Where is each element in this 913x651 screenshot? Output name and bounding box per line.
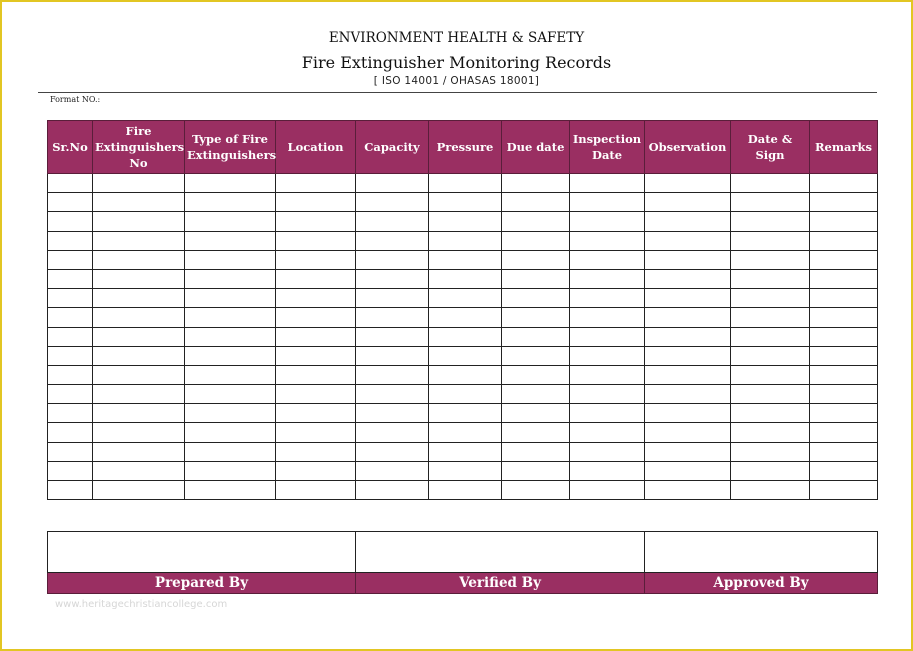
table-cell[interactable] — [185, 327, 276, 346]
table-cell[interactable] — [731, 193, 810, 212]
header-divider — [38, 92, 877, 93]
table-cell[interactable] — [502, 174, 570, 193]
table-cell[interactable] — [356, 174, 429, 193]
table-cell[interactable] — [356, 404, 429, 423]
table-cell[interactable] — [276, 365, 356, 384]
table-cell[interactable] — [93, 442, 185, 461]
table-cell[interactable] — [48, 269, 93, 288]
table-cell[interactable] — [48, 327, 93, 346]
table-cell[interactable] — [502, 269, 570, 288]
column-header: Due date — [502, 121, 570, 174]
table-cell[interactable] — [48, 174, 93, 193]
table-cell[interactable] — [645, 250, 731, 269]
table-cell[interactable] — [731, 346, 810, 365]
approved-by-label: Approved By — [645, 573, 878, 594]
table-cell[interactable] — [93, 423, 185, 442]
table-cell[interactable] — [810, 404, 878, 423]
table-cell[interactable] — [93, 231, 185, 250]
table-cell[interactable] — [276, 346, 356, 365]
table-cell[interactable] — [502, 423, 570, 442]
table-cell[interactable] — [429, 423, 502, 442]
table-cell[interactable] — [276, 423, 356, 442]
table-cell[interactable] — [810, 269, 878, 288]
table-cell[interactable] — [502, 346, 570, 365]
table-cell[interactable] — [93, 289, 185, 308]
table-cell[interactable] — [645, 327, 731, 346]
table-row — [48, 423, 878, 442]
signature-table — [47, 531, 878, 594]
table-cell[interactable] — [356, 423, 429, 442]
column-header: Sr.No — [48, 121, 93, 174]
column-header: Remarks — [810, 121, 878, 174]
table-cell[interactable] — [429, 385, 502, 404]
table-cell[interactable] — [93, 327, 185, 346]
table-cell[interactable] — [570, 346, 645, 365]
table-cell[interactable] — [570, 423, 645, 442]
table-cell[interactable] — [810, 212, 878, 231]
table-cell[interactable] — [570, 327, 645, 346]
table-cell[interactable] — [731, 289, 810, 308]
table-cell[interactable] — [276, 193, 356, 212]
table-row — [48, 346, 878, 365]
table-cell[interactable] — [645, 174, 731, 193]
table-cell[interactable] — [48, 442, 93, 461]
column-header: Pressure — [429, 121, 502, 174]
table-cell[interactable] — [810, 327, 878, 346]
table-cell[interactable] — [570, 308, 645, 327]
table-cell[interactable] — [185, 365, 276, 384]
table-cell[interactable] — [502, 365, 570, 384]
table-cell[interactable] — [645, 289, 731, 308]
table-cell[interactable] — [185, 289, 276, 308]
table-cell[interactable] — [276, 250, 356, 269]
table-cell[interactable] — [810, 193, 878, 212]
table-row — [48, 442, 878, 461]
table-cell[interactable] — [570, 250, 645, 269]
table-cell[interactable] — [810, 423, 878, 442]
table-cell[interactable] — [645, 385, 731, 404]
table-cell[interactable] — [645, 461, 731, 480]
table-cell[interactable] — [185, 174, 276, 193]
column-header: Capacity — [356, 121, 429, 174]
table-cell[interactable] — [502, 231, 570, 250]
table-cell[interactable] — [645, 442, 731, 461]
table-cell[interactable] — [93, 481, 185, 500]
table-cell[interactable] — [185, 481, 276, 500]
table-cell[interactable] — [185, 308, 276, 327]
table-row — [48, 461, 878, 480]
table-cell[interactable] — [185, 423, 276, 442]
table-cell[interactable] — [185, 461, 276, 480]
table-cell[interactable] — [93, 385, 185, 404]
table-cell[interactable] — [356, 481, 429, 500]
standard-reference: [ ISO 14001 / OHASAS 18001] — [373, 75, 540, 87]
table-cell[interactable] — [429, 308, 502, 327]
table-cell[interactable] — [276, 231, 356, 250]
table-cell[interactable] — [276, 461, 356, 480]
table-cell[interactable] — [185, 212, 276, 231]
document-title: ENVIRONMENT HEALTH & SAFETY — [328, 30, 585, 46]
table-cell[interactable] — [502, 289, 570, 308]
verified-by-label: Verified By — [356, 573, 645, 594]
table-cell[interactable] — [810, 461, 878, 480]
table-cell[interactable] — [48, 404, 93, 423]
signature-space-row — [48, 532, 878, 573]
table-cell[interactable] — [731, 327, 810, 346]
table-cell[interactable] — [356, 212, 429, 231]
column-header: Type of Fire Extinguishers — [185, 121, 276, 174]
table-cell[interactable] — [645, 193, 731, 212]
column-header: Fire Extinguishers No — [93, 121, 185, 174]
table-cell[interactable] — [356, 346, 429, 365]
table-cell[interactable] — [810, 289, 878, 308]
table-cell[interactable] — [645, 231, 731, 250]
table-cell[interactable] — [810, 308, 878, 327]
table-cell[interactable] — [429, 269, 502, 288]
table-cell[interactable] — [645, 481, 731, 500]
table-cell[interactable] — [731, 423, 810, 442]
table-cell[interactable] — [185, 250, 276, 269]
table-cell[interactable] — [276, 269, 356, 288]
table-cell[interactable] — [356, 308, 429, 327]
table-cell[interactable] — [276, 385, 356, 404]
verified-by-signature-box[interactable] — [356, 532, 645, 573]
table-cell[interactable] — [356, 231, 429, 250]
table-cell[interactable] — [502, 250, 570, 269]
table-cell[interactable] — [502, 308, 570, 327]
table-cell[interactable] — [429, 404, 502, 423]
table-cell[interactable] — [731, 308, 810, 327]
table-cell[interactable] — [570, 385, 645, 404]
table-cell[interactable] — [48, 346, 93, 365]
table-row — [48, 308, 878, 327]
table-cell[interactable] — [185, 231, 276, 250]
table-cell[interactable] — [731, 365, 810, 384]
table-header-row — [48, 121, 878, 174]
table-cell[interactable] — [356, 193, 429, 212]
table-cell[interactable] — [48, 423, 93, 442]
table-cell[interactable] — [356, 250, 429, 269]
table-cell[interactable] — [185, 193, 276, 212]
table-cell[interactable] — [570, 174, 645, 193]
records-table — [47, 120, 878, 500]
table-cell[interactable] — [48, 481, 93, 500]
table-cell[interactable] — [645, 346, 731, 365]
table-cell[interactable] — [810, 365, 878, 384]
table-cell[interactable] — [570, 231, 645, 250]
table-row — [48, 481, 878, 500]
table-cell[interactable] — [810, 250, 878, 269]
table-cell[interactable] — [429, 346, 502, 365]
table-cell[interactable] — [48, 385, 93, 404]
table-cell[interactable] — [810, 346, 878, 365]
signature-label-row — [48, 573, 878, 594]
table-cell[interactable] — [810, 231, 878, 250]
table-cell[interactable] — [185, 385, 276, 404]
table-cell[interactable] — [429, 365, 502, 384]
table-cell[interactable] — [93, 269, 185, 288]
table-row — [48, 327, 878, 346]
table-cell[interactable] — [276, 404, 356, 423]
table-cell[interactable] — [570, 442, 645, 461]
table-cell[interactable] — [570, 404, 645, 423]
table-cell[interactable] — [502, 193, 570, 212]
table-cell[interactable] — [810, 385, 878, 404]
table-cell[interactable] — [731, 174, 810, 193]
table-cell[interactable] — [570, 461, 645, 480]
table-cell[interactable] — [185, 269, 276, 288]
table-cell[interactable] — [93, 346, 185, 365]
table-cell[interactable] — [356, 327, 429, 346]
table-cell[interactable] — [185, 404, 276, 423]
table-cell[interactable] — [48, 231, 93, 250]
table-cell[interactable] — [429, 212, 502, 231]
table-cell[interactable] — [276, 481, 356, 500]
table-cell[interactable] — [276, 174, 356, 193]
table-cell[interactable] — [502, 481, 570, 500]
table-cell[interactable] — [731, 461, 810, 480]
prepared-by-signature-box[interactable] — [48, 532, 356, 573]
table-cell[interactable] — [429, 327, 502, 346]
table-cell[interactable] — [48, 461, 93, 480]
table-row — [48, 212, 878, 231]
table-cell[interactable] — [93, 308, 185, 327]
records-body — [48, 174, 878, 500]
table-row — [48, 365, 878, 384]
table-cell[interactable] — [93, 461, 185, 480]
table-row — [48, 289, 878, 308]
table-cell[interactable] — [731, 231, 810, 250]
prepared-by-label: Prepared By — [48, 573, 356, 594]
table-cell[interactable] — [356, 385, 429, 404]
table-cell[interactable] — [93, 250, 185, 269]
table-cell[interactable] — [429, 289, 502, 308]
table-cell[interactable] — [276, 289, 356, 308]
column-header: Observation — [645, 121, 731, 174]
table-cell[interactable] — [810, 481, 878, 500]
table-cell[interactable] — [356, 289, 429, 308]
table-row — [48, 193, 878, 212]
table-cell[interactable] — [731, 404, 810, 423]
format-number-label: Format NO.: — [50, 95, 101, 104]
table-cell[interactable] — [429, 193, 502, 212]
approved-by-signature-box[interactable] — [645, 532, 878, 573]
table-cell[interactable] — [356, 461, 429, 480]
column-header: Inspection Date — [570, 121, 645, 174]
table-cell[interactable] — [502, 461, 570, 480]
table-cell[interactable] — [429, 250, 502, 269]
document-subtitle: Fire Extinguisher Monitoring Records — [301, 53, 612, 72]
table-row — [48, 174, 878, 193]
table-cell[interactable] — [93, 404, 185, 423]
table-row — [48, 231, 878, 250]
table-cell[interactable] — [645, 308, 731, 327]
table-cell[interactable] — [48, 365, 93, 384]
table-cell[interactable] — [429, 442, 502, 461]
table-cell[interactable] — [429, 481, 502, 500]
table-cell[interactable] — [731, 269, 810, 288]
table-cell[interactable] — [93, 174, 185, 193]
table-cell[interactable] — [93, 212, 185, 231]
table-cell[interactable] — [276, 442, 356, 461]
table-cell[interactable] — [93, 193, 185, 212]
table-cell[interactable] — [48, 250, 93, 269]
table-cell[interactable] — [48, 193, 93, 212]
table-cell[interactable] — [276, 308, 356, 327]
table-cell[interactable] — [429, 461, 502, 480]
table-cell[interactable] — [502, 385, 570, 404]
table-cell[interactable] — [570, 289, 645, 308]
table-cell[interactable] — [570, 269, 645, 288]
table-row — [48, 404, 878, 423]
column-header: Date & Sign — [731, 121, 810, 174]
column-header: Location — [276, 121, 356, 174]
table-cell[interactable] — [356, 365, 429, 384]
table-cell[interactable] — [356, 442, 429, 461]
table-cell[interactable] — [731, 212, 810, 231]
table-cell[interactable] — [502, 442, 570, 461]
table-cell[interactable] — [645, 212, 731, 231]
table-row — [48, 269, 878, 288]
table-cell[interactable] — [810, 442, 878, 461]
table-cell[interactable] — [570, 212, 645, 231]
table-cell[interactable] — [502, 212, 570, 231]
table-cell[interactable] — [48, 308, 93, 327]
table-cell[interactable] — [570, 365, 645, 384]
table-cell[interactable] — [570, 193, 645, 212]
watermark-text: www.heritagechristiancollege.com — [55, 599, 228, 610]
table-cell[interactable] — [276, 327, 356, 346]
table-cell[interactable] — [185, 346, 276, 365]
table-cell[interactable] — [731, 442, 810, 461]
table-cell[interactable] — [276, 212, 356, 231]
table-row — [48, 385, 878, 404]
table-cell[interactable] — [429, 174, 502, 193]
table-cell[interactable] — [429, 231, 502, 250]
table-cell[interactable] — [48, 212, 93, 231]
table-cell[interactable] — [48, 289, 93, 308]
table-cell[interactable] — [731, 481, 810, 500]
table-cell[interactable] — [645, 365, 731, 384]
table-cell[interactable] — [356, 269, 429, 288]
table-cell[interactable] — [645, 423, 731, 442]
table-cell[interactable] — [93, 365, 185, 384]
table-cell[interactable] — [502, 327, 570, 346]
table-cell[interactable] — [731, 385, 810, 404]
table-cell[interactable] — [185, 442, 276, 461]
table-cell[interactable] — [731, 250, 810, 269]
table-cell[interactable] — [645, 269, 731, 288]
table-cell[interactable] — [502, 404, 570, 423]
table-cell[interactable] — [810, 174, 878, 193]
table-row — [48, 250, 878, 269]
table-cell[interactable] — [570, 481, 645, 500]
table-cell[interactable] — [645, 404, 731, 423]
